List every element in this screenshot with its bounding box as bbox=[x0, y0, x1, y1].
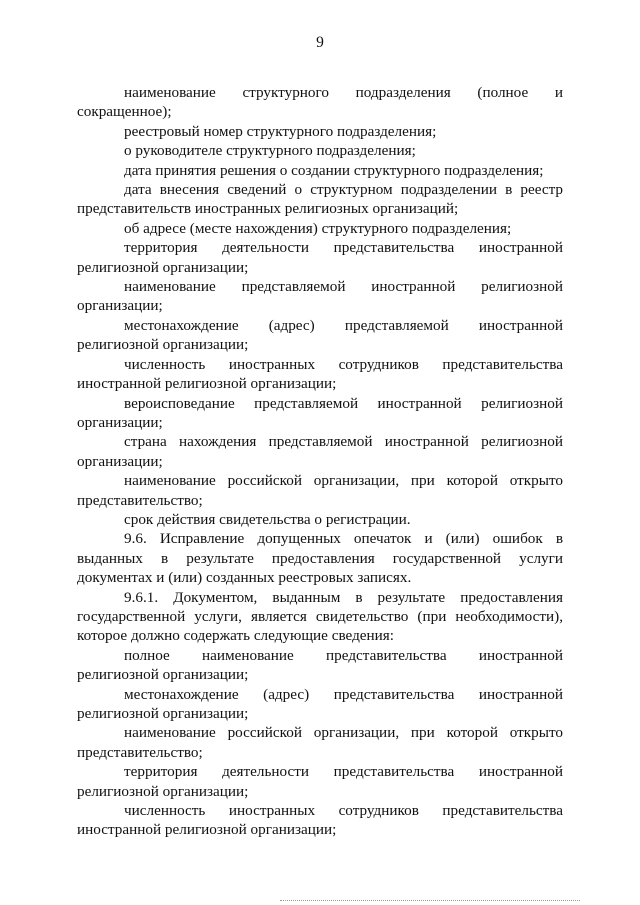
paragraph: реестровый номер структурного подразделения; bbox=[124, 122, 437, 140]
paragraph: об адресе (месте нахождения) структурного подразделения; bbox=[124, 219, 512, 237]
scan-edge-divider bbox=[280, 900, 580, 901]
paragraph: срок действия свидетельства о регистрации. bbox=[124, 510, 411, 528]
paragraph: о руководителе структурного подразделения; bbox=[124, 142, 416, 160]
section-paragraph: 9.6. Исправление допущенных опечаток и (или) ошибок в выданных в результате предоставления государственной услуги документах и (или) созданных реестровых записях. bbox=[77, 530, 563, 587]
paragraph: наименование представляемой иностранной религиозной организации; bbox=[77, 278, 563, 315]
paragraph: вероисповедание представляемой иностранной религиозной организации; bbox=[77, 394, 563, 431]
paragraph: численность иностранных сотрудников представительства иностранной религиозной организации; bbox=[77, 355, 563, 393]
paragraph: дата внесения сведений о структурном подразделении в реестр представительств иностранных религиозных организаций; bbox=[77, 181, 563, 218]
paragraph: численность иностранных сотрудников представительства иностранной религиозной организации; bbox=[77, 802, 563, 839]
paragraph: местонахождение (адрес) представительства иностранной религиозной организации; bbox=[77, 685, 563, 722]
document-body bbox=[77, 83, 563, 840]
paragraph: наименование структурного подразделения (полное и сокращенное); bbox=[77, 84, 563, 121]
paragraph: наименование российской организации, при которой открыто представительство; bbox=[77, 724, 563, 761]
paragraph: страна нахождения представляемой иностранной религиозной организации; bbox=[77, 433, 563, 470]
paragraph: территория деятельности представительства иностранной религиозной организации; bbox=[77, 239, 563, 276]
paragraph: территория деятельности представительства иностранной религиозной организации; bbox=[77, 763, 563, 800]
paragraph: наименование российской организации, при которой открыто представительство; bbox=[77, 472, 563, 509]
subsection-paragraph: 9.6.1. Документом, выданным в результате предоставления государственной услуги, является свидетельство (при необходимости), которое должно содержать следующие сведения: bbox=[77, 588, 563, 645]
page-number: 9 bbox=[316, 34, 324, 51]
paragraph: местонахождение (адрес) представляемой иностранной религиозной организации; bbox=[77, 316, 563, 354]
paragraph: полное наименование представительства иностранной религиозной организации; bbox=[77, 646, 563, 684]
paragraph: дата принятия решения о создании структурного подразделения; bbox=[124, 161, 544, 179]
